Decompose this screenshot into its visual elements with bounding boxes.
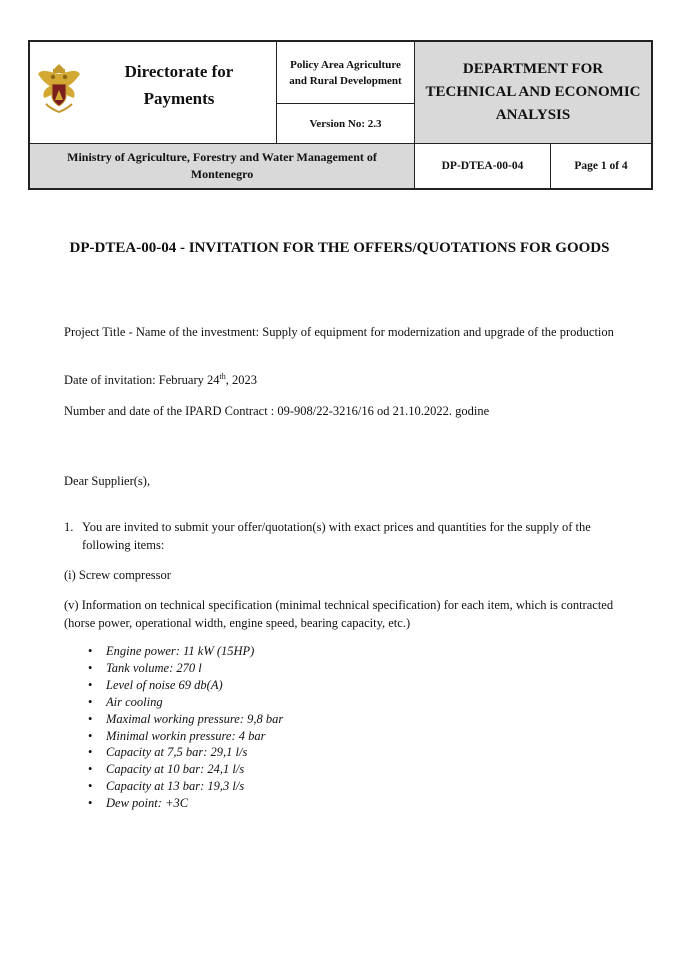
policy-area-label: Policy Area Agriculture and Rural Development: [289, 58, 402, 87]
page-cell: [551, 144, 651, 188]
spec-item: • Maximal working pressure: 9,8 bar: [88, 711, 283, 728]
spec-item: • Level of noise 69 db(A): [88, 677, 283, 694]
version-cell: [277, 104, 415, 144]
salutation: Dear Supplier(s),: [64, 474, 151, 488]
directorate-label: Directorate for Payments: [124, 62, 234, 108]
spec-item: • Engine power: 11 kW (15HP): [88, 643, 283, 660]
date-suffix: th: [219, 371, 226, 381]
directorate-cell: [30, 42, 277, 144]
project-title: Project Title - Name of the investment: Supply of equipment for modernization and upgrade of the production: [64, 325, 614, 339]
item-i: (i) Screw compressor: [64, 568, 171, 582]
spec-item: • Air cooling: [88, 694, 283, 711]
item-1-number: 1.: [64, 520, 74, 534]
spec-item: • Capacity at 7,5 bar: 29,1 l/s: [88, 744, 283, 761]
ministry-cell: [30, 144, 415, 188]
contract-number: Number and date of the IPARD Contract : 09-908/22-3216/16 od 21.10.2022. godine: [64, 404, 490, 418]
department-label: DEPARTMENT FOR TECHNICAL AND ECONOMIC ANALYSIS: [425, 61, 641, 123]
date-of-invitation: [64, 371, 624, 389]
policy-area-cell: [277, 42, 415, 104]
document-title: DP-DTEA-00-04 - INVITATION FOR THE OFFERS/QUOTATIONS FOR GOODS: [69, 240, 610, 256]
department-cell: [415, 42, 651, 144]
page-number: Page 1 of 4: [574, 160, 628, 172]
spec-item: • Tank volume: 270 l: [88, 660, 283, 677]
crest-icon: [36, 60, 82, 116]
spec-item: • Capacity at 13 bar: 19,3 l/s: [88, 778, 283, 795]
header-table: [28, 40, 653, 190]
doc-code-label: DP-DTEA-00-04: [441, 160, 524, 172]
spec-item: • Dew point: +3C: [88, 795, 283, 812]
spec-item: • Minimal workin pressure: 4 bar: [88, 728, 283, 745]
item-v: (v) Information on technical specification (minimal technical specification) for each item, which is contracted (horse power, operational width, engine speed, bearing capacity, etc.): [64, 598, 614, 630]
date-year: , 2023: [225, 373, 258, 387]
doc-code-cell: [415, 144, 551, 188]
item-1: [64, 518, 616, 554]
item-1-text: You are invited to submit your offer/quotation(s) with exact prices and quantities for the supply of the following items:: [82, 520, 591, 552]
ministry-label: Ministry of Agriculture, Forestry and Water Management of Montenegro: [67, 150, 377, 181]
version-label: Version No: 2.3: [309, 117, 382, 130]
date-prefix: Date of invitation: February 24: [64, 373, 220, 387]
spec-item: • Capacity at 10 bar: 24,1 l/s: [88, 761, 283, 778]
spec-list: [88, 643, 283, 812]
